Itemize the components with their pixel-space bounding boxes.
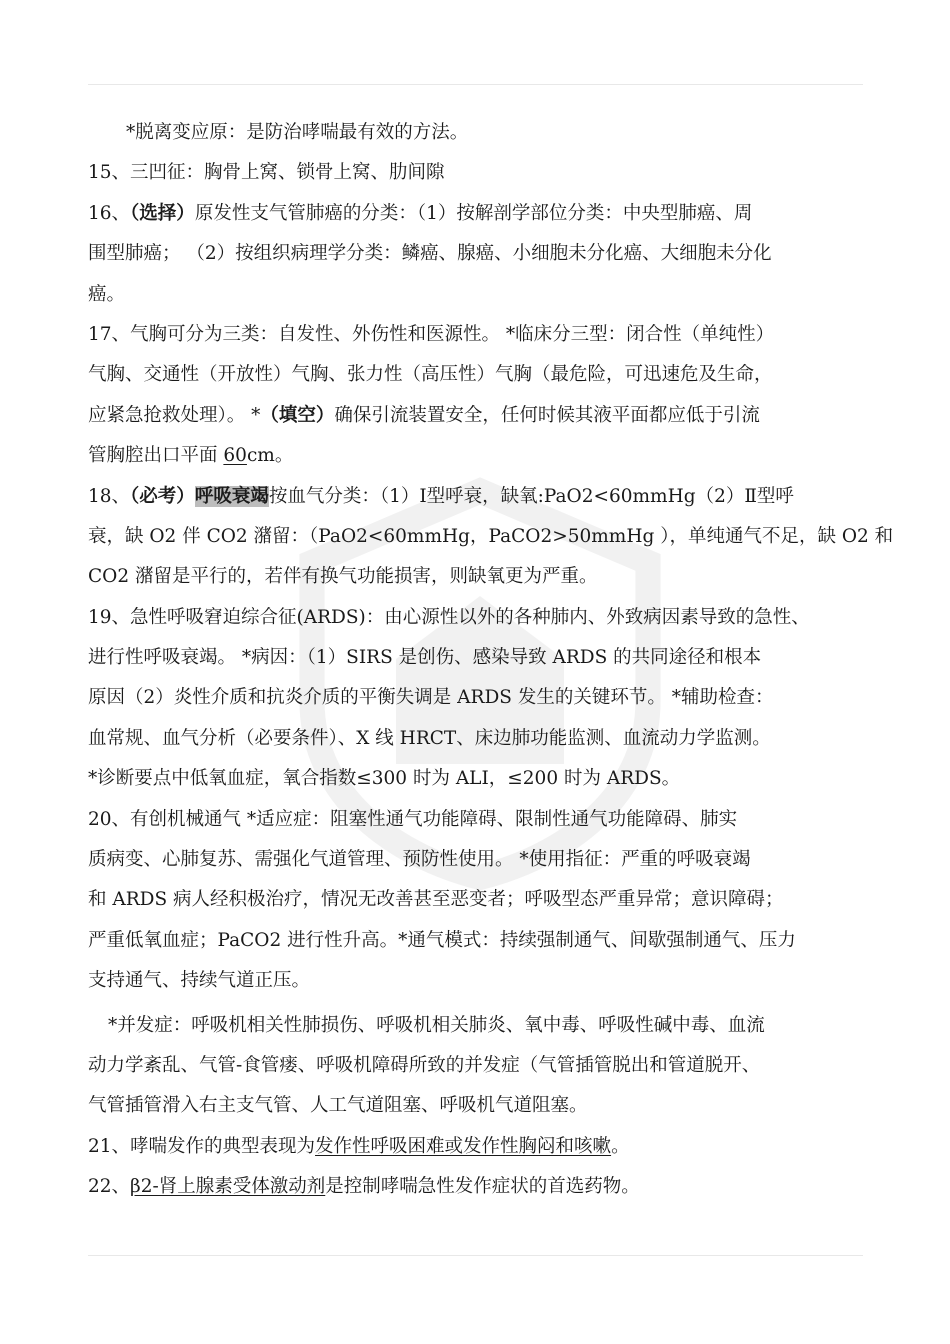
text-line: *并发症：呼吸机相关性肺损伤、呼吸机相关肺炎、氧中毒、呼吸性碱中毒、血流	[108, 1014, 765, 1036]
text-line: 19、急性呼吸窘迫综合征(ARDS)：由心源性以外的各种肺内、外致病因素导致的急性、	[88, 606, 810, 628]
text-line: 15、三凹征：胸骨上窝、锁骨上窝、肋间隙	[88, 162, 445, 184]
tag-must-test: （必考）	[130, 485, 195, 507]
text-line: *脱离变应原：是防治哮喘最有效的方法。	[126, 122, 469, 143]
underlined-value: 60	[223, 445, 247, 467]
text-line: 18、（必考）呼吸衰竭按血气分类：（1）Ⅰ型呼衰，缺氧:PaO2<60mmHg（2）Ⅱ型呼	[88, 485, 794, 507]
text-line: 血常规、血气分析（必要条件）、X 线 HRCT、床边肺功能监测、血流动力学监测。	[88, 727, 771, 749]
text-line: CO2 潴留是平行的，若伴有换气功能损害，则缺氧更为严重。	[88, 566, 598, 588]
footer-rule	[88, 1255, 863, 1256]
tag-fill-blank: （填空）	[260, 404, 335, 426]
document-body	[88, 113, 894, 1208]
text-line: 进行性呼吸衰竭。 *病因：（1）SIRS 是创伤、感染导致 ARDS 的共同途径和根本	[88, 647, 762, 669]
text-line: 癌。	[88, 283, 126, 305]
text-line: 气管插管滑入右主支气管、人工气道阻塞、呼吸机气道阻塞。	[88, 1095, 588, 1117]
tag-choice: （选择）	[130, 202, 195, 224]
text-line: 和 ARDS 病人经积极治疗，情况无改善甚至恶变者；呼吸型态严重异常；意识障碍；	[88, 889, 784, 911]
underlined-phrase: β2-肾上腺素受体激动剂	[130, 1176, 326, 1198]
text-line: 22、β2-肾上腺素受体激动剂是控制哮喘急性发作症状的首选药物。	[88, 1176, 640, 1198]
text-line: 衰，缺 O2 伴 CO2 潴留：（PaO2<60mmHg，PaCO2>50mmHg ），单纯通气不足，缺 O2 和	[88, 525, 894, 547]
header-rule	[88, 84, 863, 85]
text-line: 支持通气、持续气道正压。	[88, 970, 311, 992]
text-line: 严重低氧血症；PaCO2 进行性升高。*通气模式：持续强制通气、间歇强制通气、压力	[88, 929, 796, 951]
text-line: *诊断要点中低氧血症，氧合指数≤300 时为 ALI，≤200 时为 ARDS。	[88, 768, 681, 790]
text-line: 围型肺癌； （2）按组织病理学分类：鳞癌、腺癌、小细胞未分化癌、大细胞未分化	[88, 243, 772, 265]
text-line: 动力学紊乱、气管-食管瘘、呼吸机障碍所致的并发症（气管插管脱出和管道脱开、	[88, 1054, 761, 1076]
text-line: 应紧急抢救处理）。 *（填空）确保引流装置安全，任何时候其液平面都应低于引流	[88, 404, 760, 426]
highlighted-term: 呼吸衰竭	[194, 485, 269, 507]
text-line: 质病变、心肺复苏、需强化气道管理、预防性使用。 *使用指征：严重的呼吸衰竭	[88, 849, 751, 871]
text-line: 17、气胸可分为三类：自发性、外伤性和医源性。 *临床分三型：闭合性（单纯性）	[88, 323, 775, 345]
text-line: 20、有创机械通气 *适应症：阻塞性通气功能障碍、限制性通气功能障碍、肺实	[88, 808, 738, 830]
text-line: 原因（2）炎性介质和抗炎介质的平衡失调是 ARDS 发生的关键环节。 *辅助检查：	[88, 687, 774, 709]
text-line: 16、（选择）原发性支气管肺癌的分类：（1）按解剖学部位分类：中央型肺癌、周	[88, 202, 753, 224]
text-line: 管胸腔出口平面 60cm。	[88, 445, 294, 467]
underlined-phrase: 发作性呼吸困难或发作性胸闷和咳嗽	[315, 1135, 612, 1157]
text-line: 21、哮喘发作的典型表现为发作性呼吸困难或发作性胸闷和咳嗽。	[88, 1135, 630, 1157]
text-line: 气胸、交通性（开放性）气胸、张力性（高压性）气胸（最危险，可迅速危及生命，	[88, 364, 773, 386]
